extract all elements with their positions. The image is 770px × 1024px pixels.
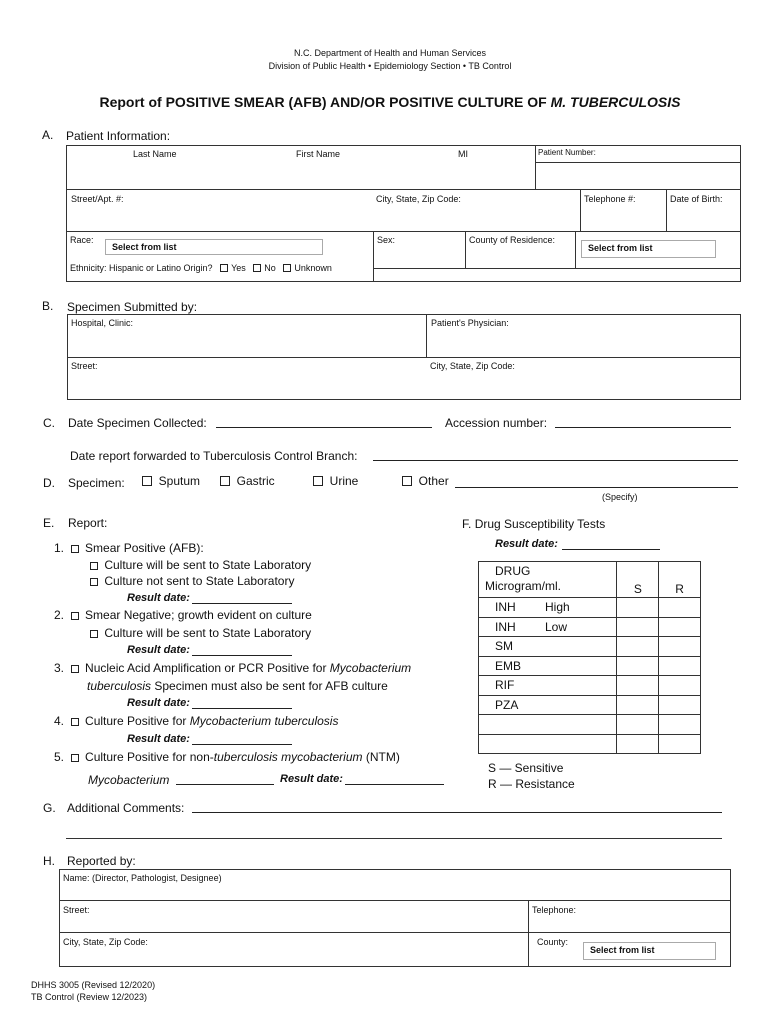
- telephone-label: Telephone #:: [584, 194, 636, 204]
- submitter-city-label: City, State, Zip Code:: [430, 361, 515, 371]
- drug-susceptibility-table: [478, 561, 701, 754]
- ethnicity-unknown-checkbox[interactable]: [283, 264, 291, 272]
- accession-label: Accession number:: [445, 416, 548, 430]
- last-name-label: Last Name: [133, 149, 177, 159]
- drug-name-blank[interactable]: [479, 734, 617, 754]
- drug-susceptibility-heading: F. Drug Susceptibility Tests: [462, 517, 606, 531]
- sputum-label: Sputum: [158, 474, 201, 488]
- drug-r-cell[interactable]: [659, 656, 701, 676]
- drug-s-cell[interactable]: [617, 617, 659, 637]
- result-date-label-3: Result date:: [127, 697, 190, 709]
- result-date-label-4: Result date:: [127, 733, 190, 745]
- report-item-4: 4. Culture Positive for Mycobacterium tuberculosis: [54, 714, 339, 728]
- mi-label: MI: [458, 149, 468, 159]
- comments-field-line1[interactable]: [192, 801, 722, 813]
- accession-field[interactable]: [555, 416, 731, 428]
- specify-hint: (Specify): [602, 492, 638, 502]
- section-h-letter: H.: [43, 854, 55, 868]
- section-a-heading: Patient Information:: [66, 129, 171, 143]
- physician-label: Patient's Physician:: [431, 318, 509, 328]
- culture-positive-ntm-checkbox[interactable]: [71, 754, 79, 762]
- culture-positive-tb-checkbox[interactable]: [71, 718, 79, 726]
- naa-pcr-checkbox[interactable]: [71, 665, 79, 673]
- reporter-name-label: Name: (Director, Pathologist, Designee): [63, 873, 222, 883]
- county-of-residence-label: County of Residence:: [469, 235, 556, 245]
- r-header: R: [659, 562, 701, 598]
- ntm-mycobacterium-label: Mycobacterium: [88, 773, 170, 787]
- culture-not-sent-checkbox[interactable]: [90, 578, 98, 586]
- drug-row: RIF: [479, 676, 701, 696]
- drug-r-cell[interactable]: [659, 715, 701, 735]
- result-date-field-3[interactable]: [192, 697, 292, 709]
- gastric-checkbox[interactable]: [220, 476, 230, 486]
- date-of-birth-label: Date of Birth:: [670, 194, 723, 204]
- ethnicity-no-label: No: [264, 263, 276, 273]
- drug-s-cell[interactable]: [617, 695, 659, 715]
- ethnicity-row: [70, 263, 332, 273]
- drug-name-blank[interactable]: [479, 715, 617, 735]
- section-d-letter: D.: [43, 476, 55, 490]
- first-name-label: First Name: [296, 149, 341, 159]
- drug-row: [479, 734, 701, 754]
- culture-sent-2-checkbox[interactable]: [90, 630, 98, 638]
- ethnicity-no-checkbox[interactable]: [253, 264, 261, 272]
- reporter-county-select[interactable]: Select from list: [583, 942, 716, 960]
- reporter-telephone-label: Telephone:: [532, 905, 577, 915]
- street-apt-label: Street/Apt. #:: [71, 194, 124, 204]
- report-item-2: 2. Smear Negative; growth evident on culture: [54, 608, 312, 622]
- drug-r-cell[interactable]: [659, 695, 701, 715]
- other-checkbox[interactable]: [402, 476, 412, 486]
- reporter-street-label: Street:: [63, 905, 90, 915]
- report-item-1a: Culture will be sent to State Laboratory: [90, 558, 311, 572]
- agency-name: N.C. Department of Health and Human Services: [293, 48, 487, 58]
- ethnicity-yes-checkbox[interactable]: [220, 264, 228, 272]
- county-select[interactable]: Select from list: [581, 240, 716, 258]
- reporter-county-label: County:: [537, 937, 569, 947]
- legend-sensitive: S — Sensitive: [488, 761, 564, 775]
- ethnicity-unknown-label: Unknown: [294, 263, 332, 273]
- section-g-letter: G.: [43, 801, 56, 815]
- section-c-letter: C.: [43, 416, 55, 430]
- report-item-5: 5. Culture Positive for non-tuberculosis mycobacterium (NTM): [54, 750, 400, 764]
- patient-info-box: [66, 145, 741, 282]
- gastric-label: Gastric: [236, 474, 275, 488]
- specimen-gastric: [220, 474, 275, 488]
- drug-s-cell[interactable]: [617, 715, 659, 735]
- specimen-other: [402, 474, 449, 488]
- report-item-1b: Culture not sent to State Laboratory: [90, 574, 294, 588]
- section-e-letter: E.: [43, 516, 55, 530]
- comments-label: Additional Comments:: [67, 801, 185, 815]
- reported-by-heading: Reported by:: [67, 854, 136, 868]
- reporter-city-label: City, State, Zip Code:: [63, 937, 148, 947]
- page-title: Report of POSITIVE SMEAR (AFB) AND/OR POSITIVE CULTURE OF M. TUBERCULOSIS: [99, 94, 681, 110]
- specimen-urine: [313, 474, 358, 488]
- comments-field-line2[interactable]: [66, 838, 722, 839]
- result-date-field-1[interactable]: [192, 592, 292, 604]
- drug-result-date-field[interactable]: [562, 538, 660, 550]
- s-header: S: [617, 562, 659, 598]
- result-date-label-2: Result date:: [127, 644, 190, 656]
- review-date: TB Control (Review 12/2023): [31, 992, 148, 1002]
- smear-positive-checkbox[interactable]: [71, 545, 79, 553]
- drug-r-cell[interactable]: [659, 676, 701, 696]
- smear-negative-checkbox[interactable]: [71, 612, 79, 620]
- drug-result-date-label: Result date:: [495, 538, 558, 550]
- result-date-label-5: Result date:: [280, 773, 343, 785]
- ethnicity-yes-label: Yes: [231, 263, 246, 273]
- result-date-label-1: Result date:: [127, 592, 190, 604]
- date-collected-label: Date Specimen Collected:: [68, 416, 207, 430]
- report-item-2a: Culture will be sent to State Laboratory: [90, 626, 311, 640]
- section-a-letter: A.: [42, 128, 54, 142]
- drug-header-cell: DRUG Microgram/ml.: [479, 562, 617, 598]
- other-specify-field[interactable]: [455, 476, 738, 488]
- drug-s-cell[interactable]: [617, 676, 659, 696]
- ethnicity-label: Ethnicity: Hispanic or Latino Origin?: [70, 263, 213, 273]
- drug-table-header: [479, 562, 701, 598]
- report-item-3-line2: tuberculosis Specimen must also be sent for AFB culture: [87, 679, 388, 693]
- report-heading: Report:: [68, 516, 108, 530]
- drug-row: EMB: [479, 656, 701, 676]
- urine-checkbox[interactable]: [313, 476, 323, 486]
- form-id: DHHS 3005 (Revised 12/2020): [31, 980, 156, 990]
- division-name: Division of Public Health • Epidemiology Section • TB Control: [268, 61, 512, 71]
- culture-sent-checkbox[interactable]: [90, 562, 98, 570]
- report-item-1: 1. Smear Positive (AFB):: [54, 541, 204, 555]
- drug-s-cell[interactable]: [617, 734, 659, 754]
- hospital-clinic-label: Hospital, Clinic:: [71, 318, 134, 328]
- patient-number-label: Patient Number:: [538, 148, 596, 157]
- drug-r-cell[interactable]: [659, 734, 701, 754]
- urine-label: Urine: [329, 474, 359, 488]
- result-date-field-4[interactable]: [192, 733, 292, 745]
- submitter-street-label: Street:: [71, 361, 98, 371]
- drug-s-cell[interactable]: [617, 656, 659, 676]
- drug-row: PZA: [479, 695, 701, 715]
- other-label: Other: [418, 474, 449, 488]
- race-label: Race:: [70, 235, 94, 245]
- section-b-heading: Specimen Submitted by:: [67, 300, 198, 314]
- date-forwarded-field[interactable]: [373, 449, 738, 461]
- specimen-sputum: [142, 474, 200, 488]
- drug-r-cell[interactable]: [659, 637, 701, 657]
- drug-row: [479, 715, 701, 735]
- drug-row: INH High: [479, 598, 701, 618]
- date-forwarded-label: Date report forwarded to Tuberculosis Control Branch:: [70, 449, 358, 463]
- race-select[interactable]: Select from list: [105, 239, 323, 255]
- drug-r-cell[interactable]: [659, 617, 701, 637]
- drug-row: INH Low: [479, 617, 701, 637]
- sputum-checkbox[interactable]: [142, 476, 152, 486]
- drug-s-cell[interactable]: [617, 598, 659, 618]
- drug-row: SM: [479, 637, 701, 657]
- sex-label: Sex:: [377, 235, 396, 245]
- city-state-zip-label: City, State, Zip Code:: [376, 194, 461, 204]
- report-item-3: 3. Nucleic Acid Amplification or PCR Positive for Mycobacterium: [54, 661, 412, 675]
- date-collected-field[interactable]: [216, 416, 432, 428]
- drug-r-cell[interactable]: [659, 598, 701, 618]
- specimen-label: Specimen:: [68, 476, 125, 490]
- section-b-letter: B.: [42, 299, 54, 313]
- drug-s-cell[interactable]: [617, 637, 659, 657]
- legend-resistance: R — Resistance: [488, 777, 575, 791]
- ntm-species-field[interactable]: [176, 773, 274, 785]
- result-date-field-5[interactable]: [345, 773, 444, 785]
- result-date-field-2[interactable]: [192, 644, 292, 656]
